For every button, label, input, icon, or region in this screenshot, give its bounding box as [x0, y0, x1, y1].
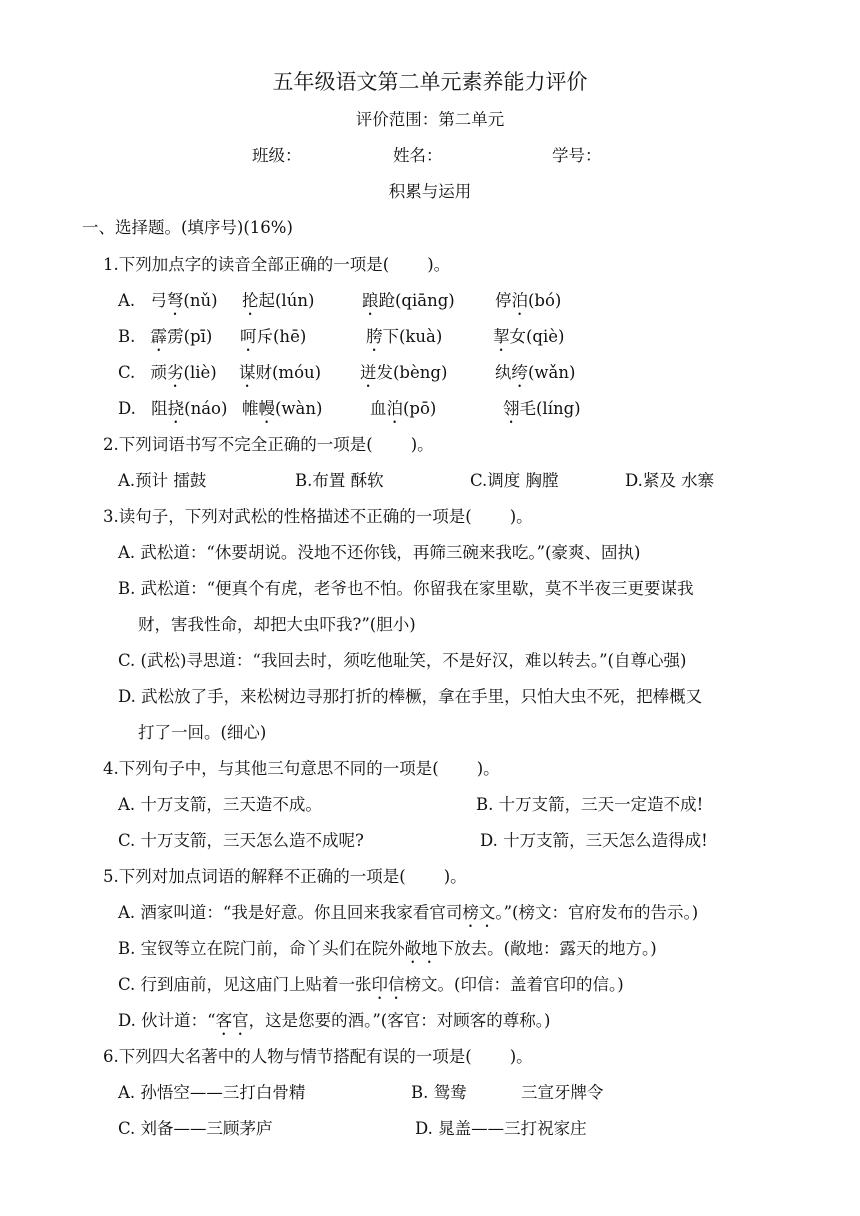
option-text: ，这是您要的酒。”(客官：对顾客的尊称。) [248, 1011, 551, 1030]
question-stem-close: )。 [476, 759, 500, 778]
question-3-option-b-line2: 财，害我性命，却把大虫吓我?”(胆小) [138, 615, 416, 634]
question-1-option-c [118, 361, 576, 391]
dotted-char: 幔 [258, 399, 275, 418]
question-2-option-c: C.调度 胸膛 [470, 471, 559, 490]
option-letter: C. [118, 363, 136, 382]
question-3-option-c: C. (武松)寻思道：“我回去时，须吃他耻笑，不是好汉，难以转去。”(自尊心强) [118, 651, 687, 670]
question-stem-close: )。 [427, 255, 451, 274]
name-label: 姓名： [393, 146, 443, 165]
dotted-char: 弩 [166, 291, 184, 310]
option-text: (bó) [528, 291, 562, 310]
question-4-option-d: D. 十万支箭，三天怎么造得成! [480, 831, 708, 850]
dotted-char: 挈 [493, 327, 510, 346]
option-text: 发(bèng) [376, 363, 448, 382]
option-text: 下(kuà) [382, 327, 443, 346]
option-text: 顽 [150, 363, 168, 382]
option-text: C. 行到庙前，见这庙门上贴着一张 [118, 975, 372, 994]
option-text: A. 酒家叫道：“我是好意。你且回来我家看官司 [118, 903, 463, 922]
option-letter: A. [118, 291, 136, 310]
dotted-char: 绔 [511, 363, 528, 382]
option-text: 女(qiè) [509, 327, 565, 346]
question-6-option-c: C. 刘备——三顾茅庐 [118, 1119, 273, 1138]
question-stem-text: 1.下列加点字的读音全部正确的一项是( [103, 255, 390, 274]
question-4-option-a: A. 十万支箭，三天造不成。 [118, 795, 322, 814]
question-stem-close: )。 [443, 867, 467, 886]
question-5-stem [103, 865, 467, 889]
question-5-option-b [118, 937, 657, 967]
option-text: (liè) [183, 363, 217, 382]
question-1-stem [103, 253, 450, 277]
dotted-word: 敞地 [404, 939, 438, 958]
question-stem-close: )。 [410, 435, 434, 454]
option-text: 下放去。(敞地：露天的地方。) [437, 939, 657, 958]
question-6-option-d: D. 晁盖——三打祝家庄 [415, 1119, 587, 1138]
question-6-option-b: B. 鸳鸯 [411, 1083, 467, 1102]
option-text: D. 伙计道：“ [118, 1011, 216, 1030]
dotted-char: 劣 [167, 363, 184, 382]
question-5-option-a [118, 901, 698, 931]
option-text: (náo) [184, 399, 228, 418]
option-text: 纨 [495, 363, 512, 382]
question-stem-text: 4.下列句子中，与其他三句意思不同的一项是( [103, 759, 439, 778]
dotted-char: 泊 [511, 291, 528, 310]
question-2-option-d: D.紧及 水寨 [625, 471, 715, 490]
dotted-char: 迸 [360, 363, 377, 382]
option-text: (wàn) [275, 399, 323, 418]
question-4-option-b: B. 十万支箭，三天一定造不成! [476, 795, 704, 814]
question-3-option-b-line1: B. 武松道：“便真个有虎，老爷也不怕。你留我在家里歇，莫不半夜三更要谋我 [118, 579, 694, 598]
option-text: 斥(hē) [256, 327, 307, 346]
option-text: 毛(líng) [519, 399, 581, 418]
question-6-option-a: A. 孙悟空——三打白骨精 [118, 1083, 306, 1102]
dotted-char: 胯 [366, 327, 383, 346]
question-2-stem [103, 433, 434, 457]
question-2-option-b: B.布置 酥软 [295, 471, 384, 490]
option-text: 血 [370, 399, 387, 418]
class-label: 班级： [252, 146, 302, 165]
option-text: 停 [495, 291, 512, 310]
dotted-char: 谋 [239, 363, 256, 382]
option-text: (pō) [403, 399, 437, 418]
page-title: 五年级语文第二单元素养能力评价 [272, 70, 588, 94]
question-4-option-c: C. 十万支箭，三天怎么造不成呢? [118, 831, 364, 850]
question-3-option-d-line2: 打了一回。(细心) [138, 723, 267, 742]
question-5-option-d [118, 1009, 550, 1039]
question-5-option-c [118, 973, 624, 1003]
question-3-option-d-line1: D. 武松放了手，来松树边寻那打折的棒橛，拿在手里，只怕大虫不死，把棒概又 [118, 687, 703, 706]
question-3-option-a: A. 武松道：“休要胡说。没地不还你钱，再筛三碗来我吃。”(豪爽、固执) [118, 543, 641, 562]
dotted-word: 客官 [215, 1011, 249, 1030]
section-title: 积累与运用 [388, 182, 472, 201]
question-6-option-b-plot: 三宣牙牌令 [521, 1083, 604, 1102]
dotted-char: 抡 [242, 291, 259, 310]
option-text: 榜文。(印信：盖着官印的信。) [404, 975, 624, 994]
option-text: 起(lún) [258, 291, 315, 310]
question-stem-text: 5.下列对加点词语的解释不正确的一项是( [103, 867, 406, 886]
dotted-char: 挠 [167, 399, 185, 418]
option-text: 。”(榜文：官府发布的告示。) [495, 903, 699, 922]
option-text: 财(móu) [255, 363, 322, 382]
option-text: 跄(qiāng) [378, 291, 455, 310]
dotted-char: 踉 [362, 291, 379, 310]
dotted-char: 呵 [240, 327, 257, 346]
option-text: 弓 [150, 291, 167, 310]
dotted-char: 泊 [386, 399, 403, 418]
question-stem-close: )。 [509, 507, 533, 526]
option-letter: B. [118, 327, 136, 346]
dotted-word: 榜文 [462, 903, 496, 922]
question-6-stem [103, 1045, 533, 1069]
part-heading: 一、选择题。(填序号)(16%) [82, 218, 293, 237]
option-text: 阻 [151, 399, 168, 418]
question-2-option-a: A.预计 擂鼓 [118, 471, 207, 490]
option-text: B. 宝钗等立在院门前，命丫头们在院外 [118, 939, 405, 958]
dotted-char: 霹 [150, 327, 168, 346]
dotted-char: 翎 [503, 399, 520, 418]
question-1-option-d [118, 397, 581, 427]
question-stem-text: 2.下列词语书写不完全正确的一项是( [103, 435, 373, 454]
option-text: 帷 [242, 399, 259, 418]
question-4-stem [103, 757, 500, 781]
dotted-word: 印信 [371, 975, 405, 994]
option-text: 雳(pī) [167, 327, 213, 346]
question-stem-text: 6.下列四大名著中的人物与情节搭配有误的一项是( [103, 1047, 472, 1066]
question-1-option-a [118, 289, 562, 319]
question-stem-close: )。 [509, 1047, 533, 1066]
option-text: (nǔ) [183, 291, 218, 310]
option-letter: D. [118, 399, 136, 418]
question-3-stem [103, 505, 533, 529]
option-text: (wǎn) [528, 363, 576, 382]
student-number-label: 学号： [552, 146, 602, 165]
question-1-option-b [118, 325, 565, 355]
question-stem-text: 3.读句子，下列对武松的性格描述不正确的一项是( [103, 507, 472, 526]
evaluation-scope: 评价范围：第二单元 [355, 110, 505, 129]
